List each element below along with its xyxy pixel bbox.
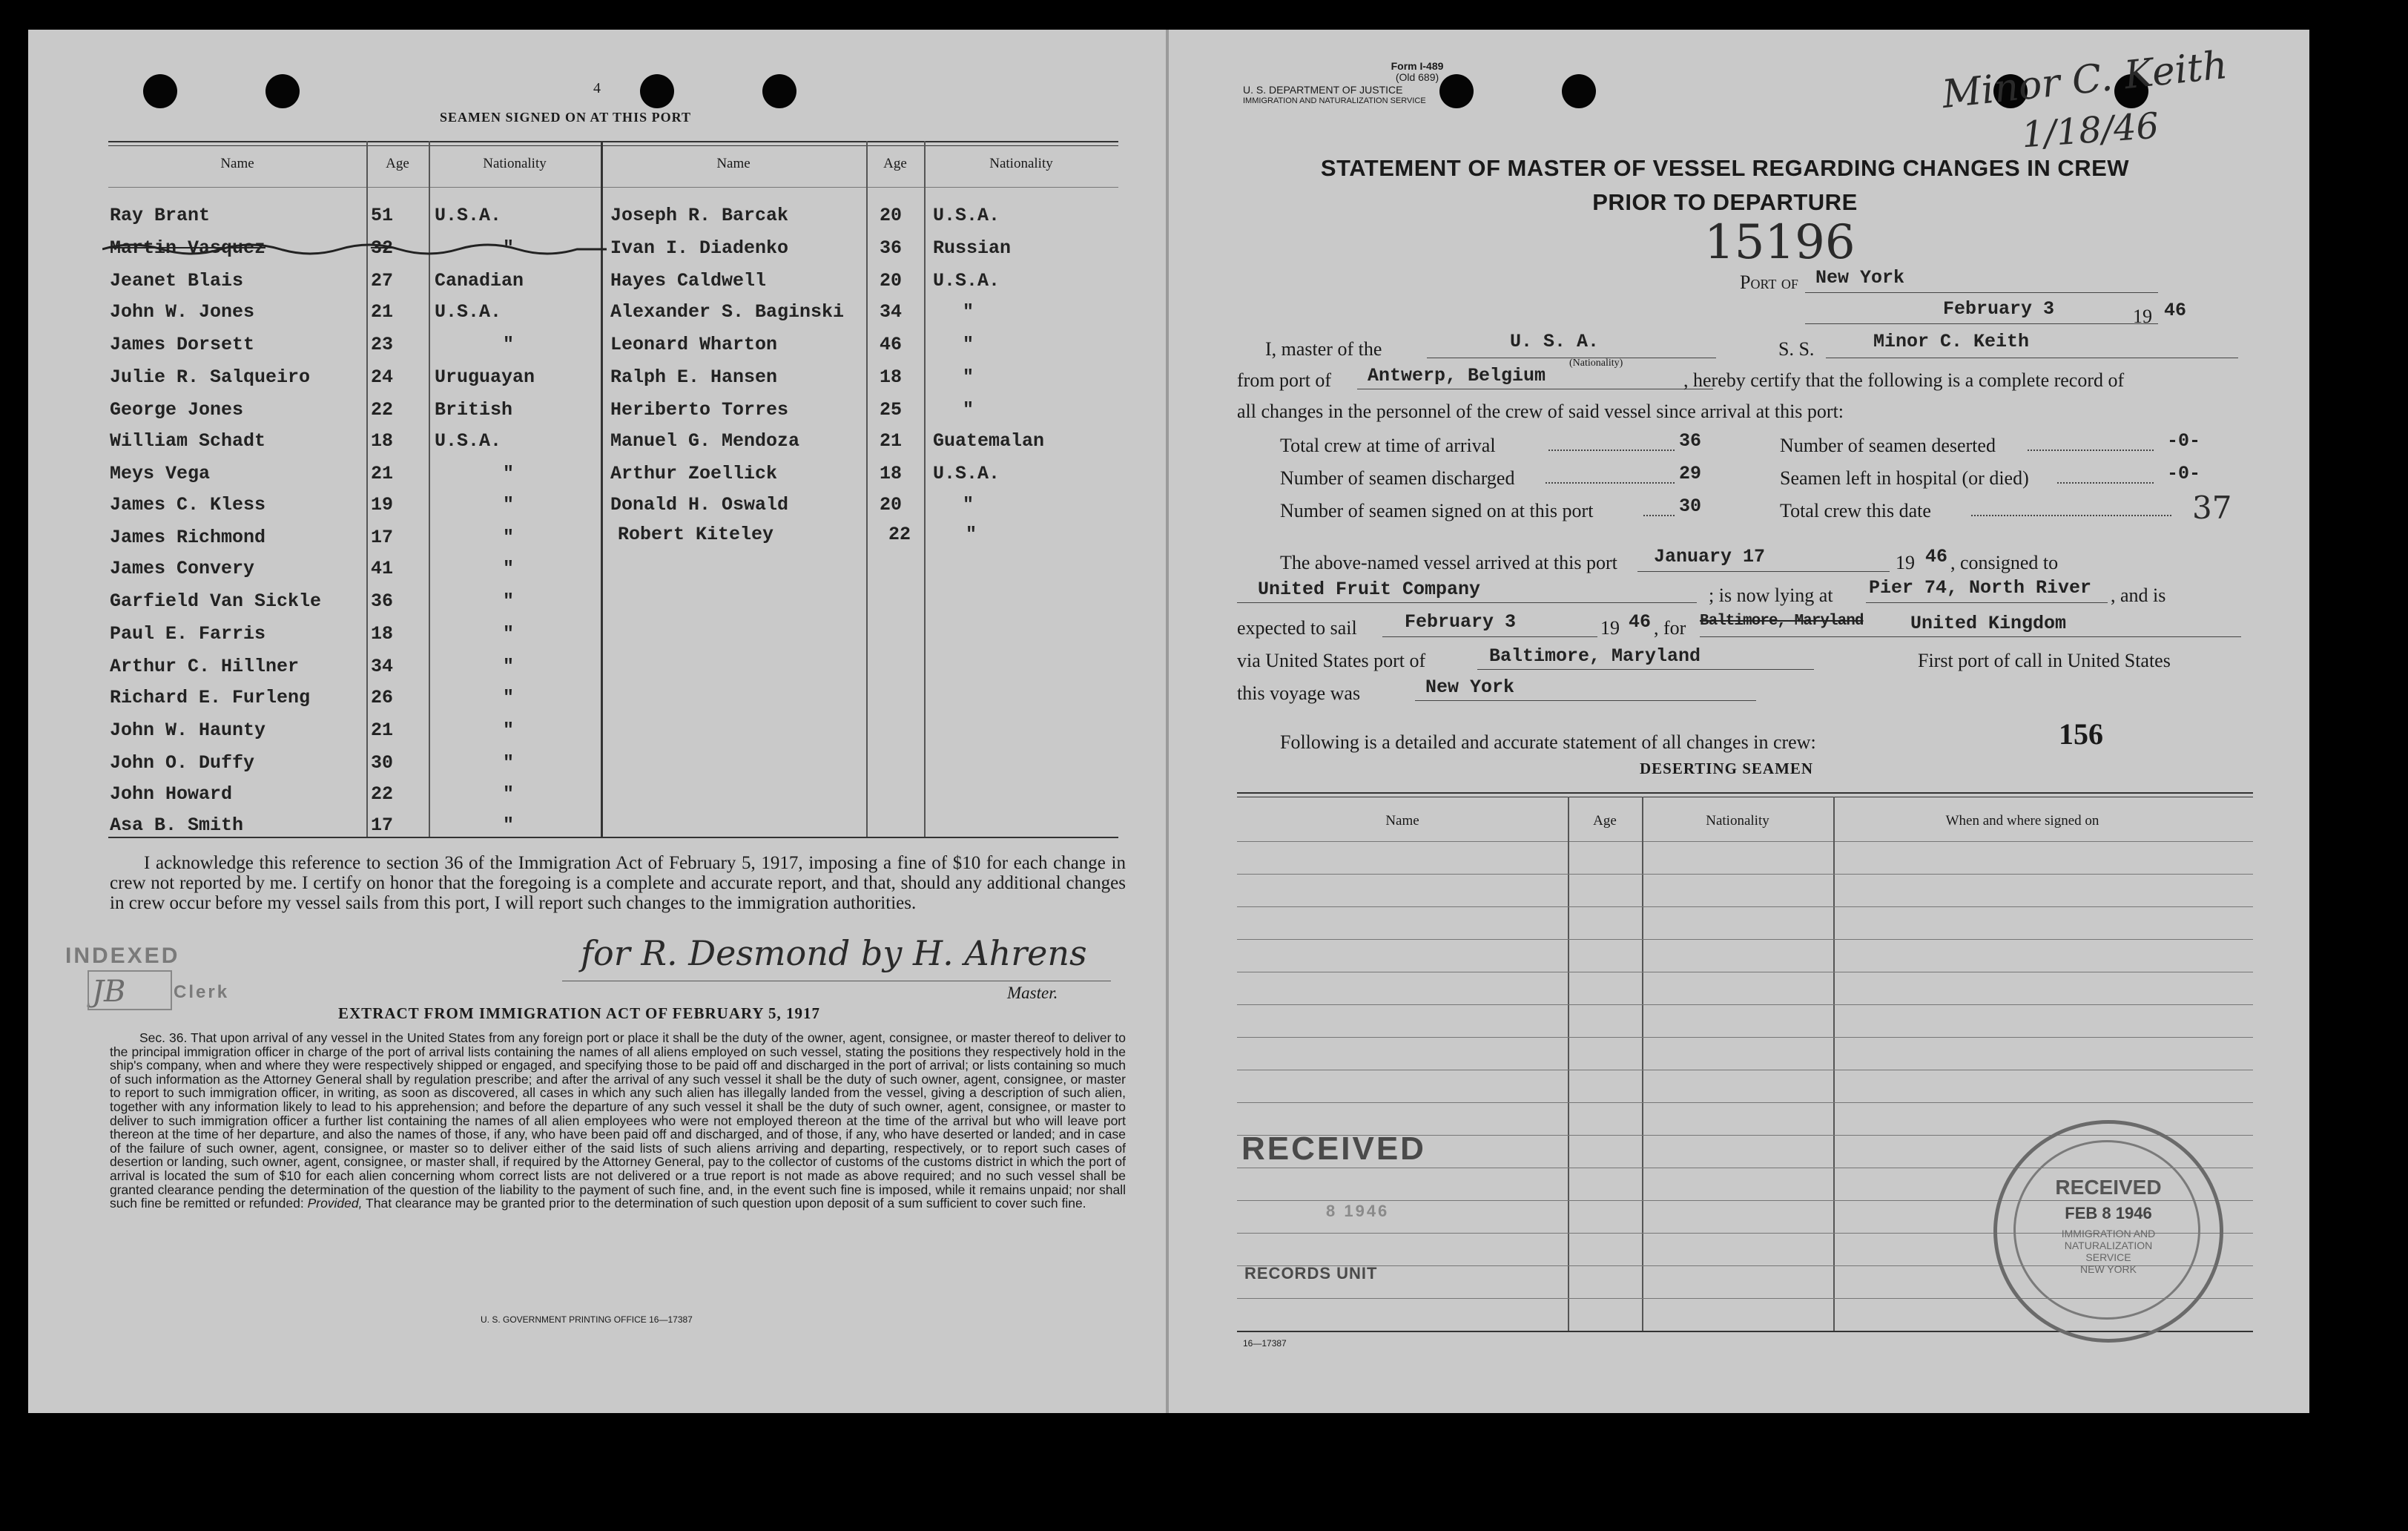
printing-office: U. S. GOVERNMENT PRINTING OFFICE 16—17387 <box>481 1314 693 1325</box>
seaman-name: Robert Kiteley <box>618 524 774 545</box>
seaman-name-struck: Martin Vasquez <box>110 237 266 259</box>
section-title: SEAMEN SIGNED ON AT THIS PORT <box>440 110 691 125</box>
department: U. S. DEPARTMENT OF JUSTICE <box>1243 84 1403 96</box>
seaman-name: William Schadt <box>110 430 266 452</box>
nationality-value: U. S. A. <box>1510 331 1600 352</box>
deserting-row-rule <box>1237 1004 2253 1005</box>
page-number: 4 <box>593 80 601 96</box>
deserting-col-age: Age <box>1593 813 1617 829</box>
seaman-age: 20 <box>880 494 903 516</box>
seaman-name: Meys Vega <box>110 463 211 484</box>
handwritten-vessel: Minor C. Keith <box>1939 42 2230 118</box>
seaman-age: 22 <box>371 783 394 805</box>
seaman-name: Arthur Zoellick <box>610 463 778 484</box>
strike-through-scribble <box>102 240 607 258</box>
seaman-nationality: " <box>503 527 515 548</box>
deserting-row-rule <box>1237 906 2253 907</box>
seaman-nationality: " <box>503 463 515 484</box>
stat-label: Total crew at time of arrival <box>1280 435 1496 456</box>
col-divider <box>866 141 868 837</box>
received-stamp: RECEIVED <box>1241 1130 1426 1167</box>
seaman-age: 51 <box>371 205 394 226</box>
seaman-nationality: " <box>503 720 515 741</box>
handwritten-number: 15196 <box>1704 215 1856 270</box>
seaman-name: John O. Duffy <box>110 752 255 774</box>
title-line-2: PRIOR TO DEPARTURE <box>1592 189 1858 215</box>
stat-label: Seamen left in hospital (or died) <box>1780 467 2029 489</box>
year-suffix: 46 <box>2164 300 2187 321</box>
seaman-name: Ralph E. Hansen <box>610 366 778 388</box>
form-old: (Old 689) <box>1395 71 1439 83</box>
seaman-nationality: " <box>503 814 515 836</box>
stat-value: -0- <box>2167 430 2201 452</box>
seaman-nationality: " <box>503 590 515 612</box>
arrival-year-prefix: 19 <box>1896 552 1915 573</box>
from-port-value: Antwerp, Belgium <box>1368 365 1546 386</box>
seaman-name: George Jones <box>110 399 244 421</box>
seaman-nationality: " <box>963 494 974 516</box>
seaman-nationality: " <box>503 237 515 259</box>
deserting-table-top <box>1237 792 2253 794</box>
col-header-name: Name <box>220 156 254 171</box>
stat-value: -0- <box>2167 463 2201 484</box>
seaman-name: James Richmond <box>110 527 266 548</box>
round-stamp-line: SERVICE <box>2085 1251 2131 1263</box>
destination: United Kingdom <box>1910 613 2067 634</box>
seaman-age: 26 <box>371 687 394 708</box>
seaman-nationality: British <box>435 399 513 421</box>
seaman-nationality: " <box>503 783 515 805</box>
destination-struck: Baltimore, Maryland <box>1700 613 1864 630</box>
seaman-nationality: " <box>963 399 974 421</box>
col-header-age: Age <box>883 156 907 171</box>
clerk-label: Clerk <box>174 982 230 1002</box>
title-line-1: STATEMENT OF MASTER OF VESSEL REGARDING CHANGES IN CREW <box>1320 155 2130 181</box>
seaman-age: 21 <box>371 720 394 741</box>
stat-value-handwritten: 37 <box>2192 490 2232 526</box>
clerk-box <box>88 970 172 1010</box>
deserting-row-rule <box>1237 939 2253 940</box>
seaman-nationality: Guatemalan <box>933 430 1045 452</box>
seaman-name: Joseph R. Barcak <box>610 205 789 226</box>
arrived-text: The above-named vessel arrived at this port <box>1280 552 1617 573</box>
sail-year-prefix: 19 <box>1600 617 1620 639</box>
form-header <box>1325 61 1510 83</box>
port-label: Port of <box>1740 271 1798 293</box>
arrival-line <box>1637 571 1890 572</box>
deserting-header-rule <box>1237 841 2253 842</box>
extract-title: EXTRACT FROM IMMIGRATION ACT OF FEBRUARY 5, 1917 <box>338 1004 821 1022</box>
stat-value: 29 <box>1679 463 1702 484</box>
seaman-age: 24 <box>371 366 394 388</box>
pier-line <box>1866 602 2108 603</box>
lying-text: ; is now lying at <box>1709 585 1833 606</box>
consignee-line <box>1237 602 1697 603</box>
deserting-col-divider <box>1642 797 1643 1331</box>
dot-leader <box>2028 450 2154 451</box>
seaman-nationality: Uruguayan <box>435 366 535 388</box>
from-port-label: from port of <box>1237 369 1332 391</box>
vessel-name: Minor C. Keith <box>1873 331 2030 352</box>
seaman-name: James Convery <box>110 558 255 579</box>
arrival-date: January 17 <box>1654 546 1766 567</box>
col-header-nationality: Nationality <box>483 156 547 171</box>
seaman-nationality: " <box>503 623 515 645</box>
seaman-nationality: U.S.A. <box>933 270 1000 292</box>
punch-hole <box>640 74 674 108</box>
seaman-nationality: U.S.A. <box>933 205 1000 226</box>
seaman-name: Leonard Wharton <box>610 334 778 355</box>
seaman-age: 18 <box>371 623 394 645</box>
service: IMMIGRATION AND NATURALIZATION SERVICE <box>1243 96 1426 105</box>
round-stamp-line: IMMIGRATION AND <box>2061 1228 2156 1239</box>
following-text: Following is a detailed and accurate statement of all changes in crew: <box>1280 731 1816 753</box>
punch-hole <box>1562 74 1596 108</box>
seaman-age: 34 <box>880 301 903 323</box>
dot-leader <box>1643 515 1675 516</box>
seaman-nationality: Canadian <box>435 270 524 292</box>
round-stamp-date: FEB 8 1946 <box>2065 1204 2152 1222</box>
dot-leader <box>2057 482 2154 484</box>
deserting-row-rule <box>1237 1037 2253 1038</box>
consigned-text: , consigned to <box>1950 552 2059 573</box>
seaman-name: John W. Haunty <box>110 720 266 741</box>
seaman-age: 20 <box>880 205 903 226</box>
extract-body: Sec. 36. That upon arrival of any vessel in the United States from any foreign port or place it shall be the duty of the owner, agent, consignee, or master thereof to deliver to the principal immigration officer in charge of the port of arrival lists containing the names of all aliens employed on such vessel, stating the positions they respectively hold in the ship's company, when and where they were respectively shipped or engaged, and specifying those to be paid off and discharged in the port of arrival; or lists containing so much of such information as the Attorney General shall by regulation prescribe; and after the arrival of any such vessel it shall be the duty of such owner, agent, consignee, or master to report to such immigration officer, in writing, as soon as discovered, all cases in which any such alien has illegally landed from the vessel, giving a description of such alien, together with any information likely to lead to his apprehension; and before the departure of any such vessel it shall be the duty of such owner, agent, consignee, or master to deliver to such immigration officer a further list containing the names of all alien employees who were not employed thereon at the time of the arrival but who will leave port thereon at the time of her departure, and also the names of those, if any, who have been paid off and discharged, and of those, if any, who have deserted or landed; and in case of the failure of such owner, agent, consignee, or master so to deliver either of the said lists of such aliens arriving and departing, respectively, or to report such cases of desertion or landing, such owner, agent, consignee, or master shall, if required by the Attorney General, pay to the collector of customs of the customs district in which the port of arrival is located the sum of $10 for each alien concerning whom correct lists are not delivered or a true report is not made as above required; and no such vessel shall be granted clearance pending the determination of the question of the liability to the payment of such fine, and, in the event such fine is imposed, while it remains unpaid; nor shall such fine be remitted or refunded: <box>110 1030 1126 1211</box>
seaman-age: 20 <box>880 270 903 292</box>
seaman-age: 21 <box>371 463 394 484</box>
col-header-age: Age <box>386 156 409 171</box>
stat-value: 30 <box>1679 495 1702 517</box>
deserting-col-nationality: Nationality <box>1706 813 1769 829</box>
seaman-age: 22 <box>371 399 394 421</box>
deserting-row-rule <box>1237 1102 2253 1103</box>
received-date-stamp: 8 1946 <box>1326 1202 1390 1220</box>
seaman-age: 34 <box>371 656 394 677</box>
seaman-age: 46 <box>880 334 903 355</box>
extract-tail: That clearance may be granted prior to the determination of such question upon deposit of a sum sufficient to cover such fine. <box>366 1196 1086 1211</box>
sail-date-line <box>1382 636 1597 637</box>
seaman-age: 27 <box>371 270 394 292</box>
seaman-name: Jeanet Blais <box>110 270 244 292</box>
right-page <box>1169 30 2309 1413</box>
year-prefix: 19 <box>2133 306 2152 327</box>
seaman-nationality: " <box>966 524 977 545</box>
master-signature: for R. Desmond by H. Ahrens <box>581 933 1087 973</box>
round-stamp <box>1993 1120 2223 1343</box>
seaman-name: Arthur C. Hillner <box>110 656 300 677</box>
seaman-name: James Dorsett <box>110 334 255 355</box>
deserting-row-rule <box>1237 874 2253 875</box>
expected-text: expected to sail <box>1237 617 1357 639</box>
stat-label: Number of seamen signed on at this port <box>1280 500 1594 521</box>
port-value: New York <box>1815 267 1905 289</box>
seaman-age: 17 <box>371 814 394 836</box>
seaman-name: Garfield Van Sickle <box>110 590 322 612</box>
left-page <box>28 30 1169 1413</box>
seaman-age: 19 <box>371 494 394 516</box>
stamped-number: 156 <box>2059 717 2103 751</box>
seaman-nationality: U.S.A. <box>435 430 502 452</box>
seaman-name: John W. Jones <box>110 301 255 323</box>
dot-leader <box>1548 450 1675 451</box>
seaman-age: 30 <box>371 752 394 774</box>
table-top-rule-2 <box>108 145 1118 146</box>
certify-text-2: all changes in the personnel of the crew of said vessel since arrival at this port: <box>1237 401 1844 422</box>
seaman-age: 36 <box>371 590 394 612</box>
stat-label: Number of seamen deserted <box>1780 435 1996 456</box>
stat-label: Number of seamen discharged <box>1280 467 1515 489</box>
seaman-age: 21 <box>880 430 903 452</box>
certify-text: , hereby certify that the following is a complete record of <box>1683 369 2125 391</box>
seaman-nationality: " <box>963 366 974 388</box>
deserting-col-name: Name <box>1385 813 1419 829</box>
stat-value: 36 <box>1679 430 1702 452</box>
deserting-col-divider <box>1568 797 1569 1331</box>
seaman-nationality: " <box>503 494 515 516</box>
pier: Pier 74, North River <box>1869 577 2092 599</box>
seaman-name: Hayes Caldwell <box>610 270 767 292</box>
seaman-name: Asa B. Smith <box>110 814 244 836</box>
nationality-caption: (Nationality) <box>1569 358 1623 369</box>
indexed-stamp: INDEXED <box>65 944 180 968</box>
date-line <box>1805 323 2158 324</box>
col-header-name: Name <box>716 156 751 171</box>
department-header <box>1243 85 1426 107</box>
table-bottom-rule <box>108 837 1118 838</box>
seaman-nationality: " <box>503 752 515 774</box>
seaman-age: 21 <box>371 301 394 323</box>
seaman-name: James C. Kless <box>110 494 266 516</box>
seaman-nationality: U.S.A. <box>933 463 1000 484</box>
for-text: , for <box>1654 617 1686 639</box>
via-text: via United States port of <box>1237 650 1426 671</box>
seaman-age: 36 <box>880 237 903 259</box>
first-port: New York <box>1425 676 1515 698</box>
punch-hole <box>762 74 796 108</box>
deserting-col-signed-on: When and where signed on <box>1945 813 2099 829</box>
master-of-label: I, master of the <box>1265 338 1382 360</box>
seaman-nationality: U.S.A. <box>435 205 502 226</box>
seaman-age: 18 <box>880 366 903 388</box>
sail-date: February 3 <box>1405 611 1517 633</box>
seaman-name: Richard E. Furleng <box>110 687 311 708</box>
round-stamp-received: RECEIVED <box>2055 1176 2162 1199</box>
this-voyage-text: this voyage was <box>1237 682 1361 704</box>
round-stamp-line: NATURALIZATION <box>2064 1239 2153 1251</box>
round-stamp-line: NEW YORK <box>2080 1263 2137 1275</box>
via-line <box>1477 669 1814 670</box>
port-line <box>1805 292 2158 293</box>
seaman-nationality: " <box>503 656 515 677</box>
master-label: Master. <box>1007 984 1058 1002</box>
seaman-age: 23 <box>371 334 394 355</box>
sail-year: 46 <box>1629 611 1652 633</box>
punch-hole <box>265 74 300 108</box>
dot-leader <box>1546 482 1675 484</box>
seaman-nationality: " <box>503 334 515 355</box>
form-title <box>1213 151 2237 220</box>
seaman-age: 25 <box>880 399 903 421</box>
seaman-age: 18 <box>880 463 903 484</box>
destination-line <box>1700 636 2241 637</box>
seaman-name: Julie R. Salqueiro <box>110 366 311 388</box>
via-port: Baltimore, Maryland <box>1489 645 1701 667</box>
col-divider <box>924 141 926 837</box>
extract-text <box>110 1031 1126 1211</box>
seaman-age: 41 <box>371 558 394 579</box>
seaman-nationality: " <box>963 334 974 355</box>
punch-hole <box>143 74 177 108</box>
seaman-nationality: Russian <box>933 237 1012 259</box>
date-value: February 3 <box>1943 298 2055 320</box>
seaman-name: Alexander S. Baginski <box>610 301 845 323</box>
seaman-name: Ray Brant <box>110 205 211 226</box>
extract-provided: Provided, <box>307 1196 363 1211</box>
and-is-text: , and is <box>2111 585 2166 606</box>
stat-label: Total crew this date <box>1780 500 1931 521</box>
seaman-age: 18 <box>371 430 394 452</box>
first-port-line <box>1415 700 1756 701</box>
arrival-year: 46 <box>1925 546 1948 567</box>
seaman-name: Heriberto Torres <box>610 399 789 421</box>
deserting-col-divider <box>1833 797 1835 1331</box>
table-top-rule <box>108 141 1118 142</box>
col-header-nationality: Nationality <box>989 156 1053 171</box>
handwritten-date: 1/18/46 <box>2020 105 2160 157</box>
seaman-name: Ivan I. Diadenko <box>610 237 789 259</box>
consignee: United Fruit Company <box>1258 579 1481 600</box>
deserting-title: DESERTING SEAMEN <box>1640 760 1814 777</box>
seaman-nationality: " <box>503 558 515 579</box>
table-header-rule <box>108 187 1118 188</box>
seaman-age: 17 <box>371 527 394 548</box>
form-number: Form I-489 <box>1391 60 1444 72</box>
first-port-text: First port of call in United States <box>1918 650 2171 671</box>
seaman-age: 32 <box>371 237 394 259</box>
records-unit-stamp: RECORDS UNIT <box>1244 1264 1378 1283</box>
clerk-initials: JB <box>92 975 126 1009</box>
seaman-nationality: " <box>503 687 515 708</box>
round-stamp-agency <box>1997 1228 2220 1275</box>
seaman-name: Paul E. Farris <box>110 623 266 645</box>
ss-label: S. S. <box>1778 338 1815 360</box>
seaman-age: 22 <box>888 524 911 545</box>
footer-number: 16—17387 <box>1243 1338 1287 1349</box>
seaman-name: John Howard <box>110 783 233 805</box>
seaman-name: Donald H. Oswald <box>610 494 789 516</box>
seaman-nationality: U.S.A. <box>435 301 502 323</box>
dot-leader <box>1971 515 2171 516</box>
seaman-nationality: " <box>963 301 974 323</box>
acknowledgement-text: I acknowledge this reference to section 36 of the Immigration Act of February 5, 1917, imposing a fine of $10 for each change in crew not reported by me. I certify on honor that the foregoing is a complete and accurate report, and that, should any additional changes in crew occur before my vessel sails from this port, I will report such changes to the immigration authorities. <box>110 853 1126 913</box>
seaman-name: Manuel G. Mendoza <box>610 430 800 452</box>
